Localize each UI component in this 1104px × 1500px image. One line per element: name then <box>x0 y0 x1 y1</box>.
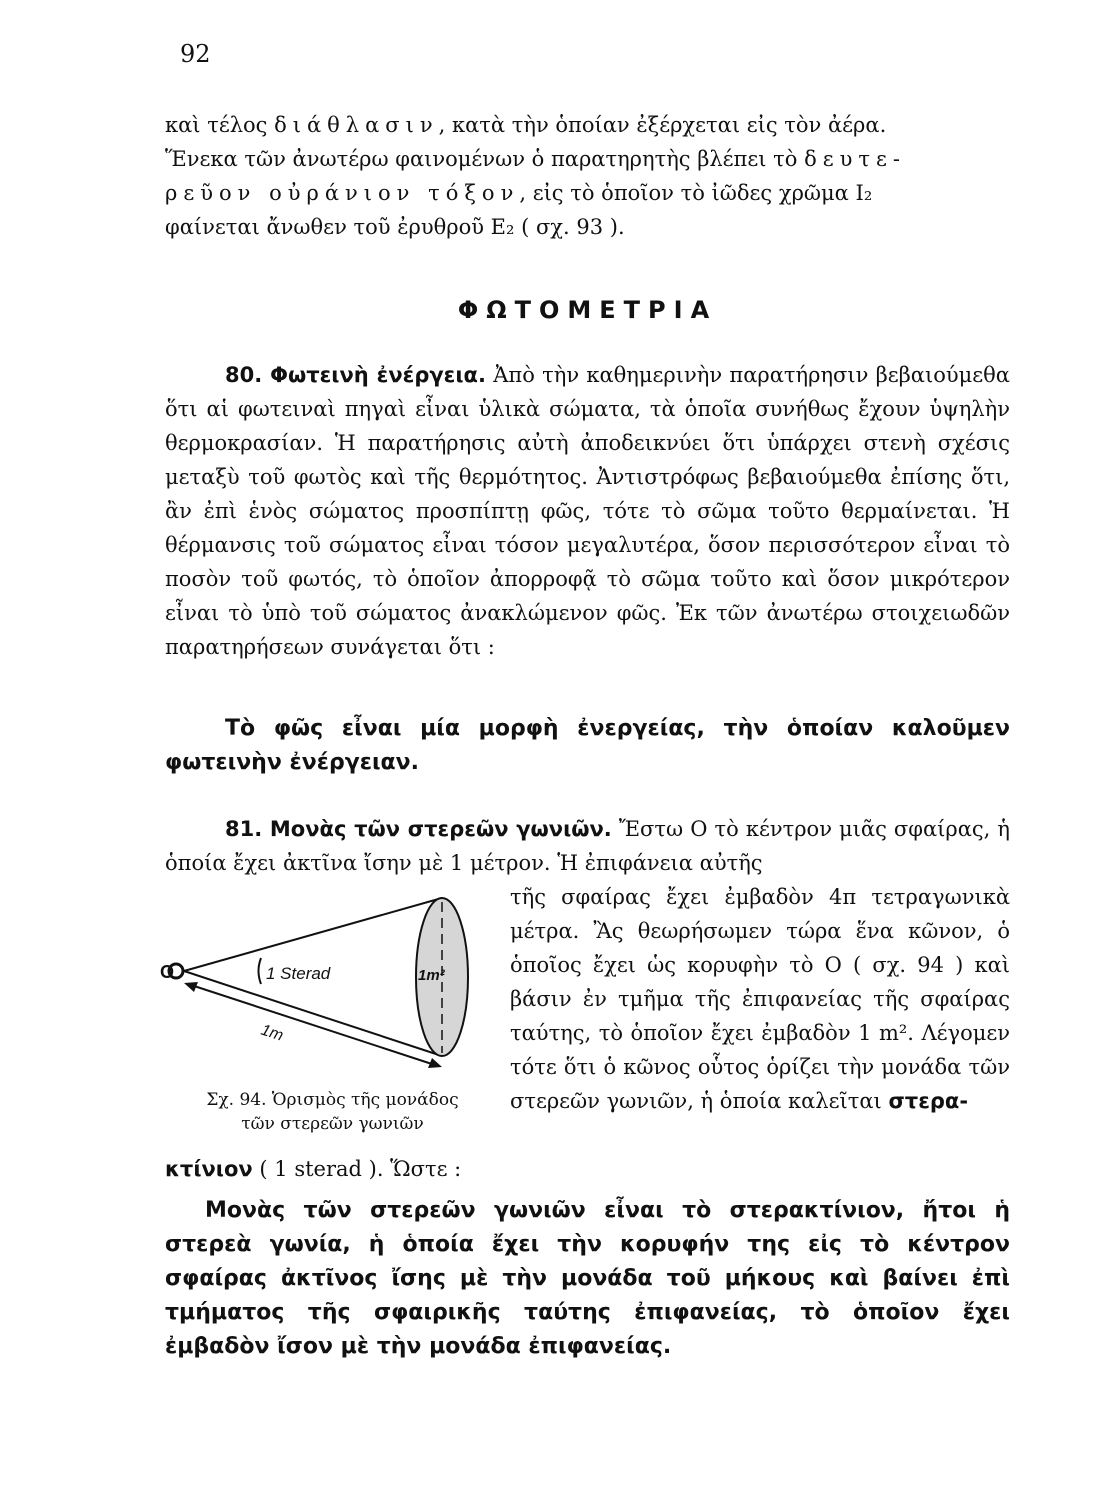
section-80-title: 80. Φωτεινὴ ἐνέργεια. <box>225 363 486 387</box>
vertex-label: O <box>160 962 175 982</box>
radius-arrowhead-end <box>428 1058 442 1068</box>
section-81-body-end: ( 1 sterad ). Ὥστε : <box>252 1157 462 1181</box>
area-label: 1m² <box>418 967 445 984</box>
section-80-paragraph <box>165 358 1010 664</box>
section-80-body: Ἀπὸ τὴν καθημερινὴν παρατήρησιν βεβαιούμεθα ὅτι αἱ φωτειναὶ πηγαὶ εἶναι ὑλικὰ σώματα, τὰ ὁποῖα συνήθως ἔχουν ὑψηλὴν θερμοκρασίαν. Ἡ παρατήρησις αὐτὴ ἀποδεικνύει ὅτι ὑπάρχει στενὴ σχέσις μεταξὺ τοῦ φωτὸς καὶ τῆς θερμότητος. Ἀντιστρόφως βεβαιούμεθα ἐπίσης ὅτι, ἂν ἐπὶ ἑνὸς σώματος προσπίπτῃ φῶς, τότε τὸ σῶμα τοῦτο θερμαίνεται. Ἡ θέρμανσις τοῦ σώματος εἶναι τόσον μεγαλυτέρα, ὅσον περισσότερον εἶναι τὸ ποσὸν τοῦ φωτός, τὸ ὁποῖον ἀπορροφᾷ τὸ σῶμα τοῦτο καὶ ὅσον μικρότερον εἶναι τὸ ὑπὸ τοῦ σώματος ἀνακλώμενον φῶς. Ἐκ τῶν ἀνωτέρω στοιχειωδῶν παρατηρήσεων συνάγεται ὅτι : <box>165 363 1010 659</box>
section-81-body-top: Ἔστω O τὸ κέντρον μιᾶς σφαίρας, ἡ ὁποία ἔχει ἀκτῖνα ἴσην μὲ 1 μέτρον. Ἡ ἐπιφάνεια αὐτῆς <box>165 817 1010 875</box>
figure-caption <box>160 1088 505 1136</box>
caption-line: τῶν στερεῶν γωνιῶν <box>241 1114 424 1134</box>
steradian-definition: Μονὰς τῶν στερεῶν γωνιῶν εἶναι τὸ στερακτίνιον, ἤτοι ἡ στερεὰ γωνία, ἡ ὁποία ἔχει τὴν κορυφήν της εἰς τὸ κέντρον σφαίρας ἀκτῖνος ἴσης μὲ τὴν μονάδα τοῦ μήκους καὶ βαίνει ἐπὶ τμήματος τῆς σφαιρικῆς ταύτης ἐπιφανείας, τὸ ὁποῖον ἔχει ἐμβαδὸν ἴσον μὲ τὴν μονάδα ἐπιφανείας. <box>165 1198 1010 1359</box>
radius-arrowhead-start <box>184 982 198 992</box>
angle-arc <box>259 958 262 984</box>
section-81-body-wrap: τῆς σφαίρας ἔχει ἐμβαδὸν 4π τετραγωνικὰ μέτρα. Ἂς θεωρήσωμεν τώρα ἕνα κῶνον, ὁ ὁποῖος ἔχει ὡς κορυφὴν τὸ O ( σχ. 94 ) καὶ βάσιν ἐν τμῆμα τῆς ἐπιφανείας τῆς σφαίρας ταύτης, τὸ ὁποῖον ἔχει ἐμβαδὸν 1 m². Λέγομεν τότε ὅτι ὁ κῶνος οὗτος ὁρίζει τὴν μονάδα τῶν στερεῶν γωνιῶν, ἡ ὁποία καλεῖται <box>510 885 1010 1113</box>
intro-line <box>165 142 1010 176</box>
caption-line: Σχ. 94. Ὁρισμὸς τῆς μονάδος <box>206 1090 459 1110</box>
intro-spaced-term: δευτε- <box>804 147 906 171</box>
section-81-title: 81. Μονὰς τῶν στερεῶν γωνιῶν. <box>225 817 612 841</box>
section-81-continuation <box>165 1152 1010 1186</box>
term-steradian-part2: κτίνιον <box>165 1157 253 1181</box>
intro-text: Ἕνεκα τῶν ἀνωτέρω φαινομένων ὁ παρατηρητὴς βλέπει τὸ <box>165 147 805 171</box>
intro-text: καὶ τέλος <box>165 113 275 137</box>
section-81-intro <box>165 812 1010 880</box>
angle-label: 1 Sterad <box>266 964 331 983</box>
section-heading: ΦΩΤΟΜΕΤΡΙΑ <box>457 296 718 324</box>
cone-lower-edge <box>184 971 442 1056</box>
intro-text: φαίνεται ἄνωθεν τοῦ ἐρυθροῦ E₂ ( σχ. 93 ). <box>165 215 625 239</box>
intro-spaced-term: διάθλασιν <box>274 113 439 137</box>
intro-text: , κατὰ τὴν ὁποίαν ἐξέρχεται εἰς τὸν ἀέρα. <box>438 113 887 137</box>
section-81-wrapped-text <box>510 880 1010 1118</box>
section-80-conclusion: Τὸ φῶς εἶναι μία μορφὴ ἐνεργείας, τὴν ὁποίαν καλοῦμεν φωτεινὴν ἐνέργειαν. <box>165 716 1010 775</box>
solid-angle-figure <box>160 888 500 1088</box>
term-steradian-part1: στερα- <box>888 1089 969 1113</box>
page-number: 92 <box>180 40 211 68</box>
intro-spaced-term: ρεῦον οὐράνιον τόξον <box>165 181 520 205</box>
radius-arrow-line <box>188 984 438 1066</box>
intro-paragraph <box>165 108 1010 244</box>
intro-line <box>165 176 1010 210</box>
cone-upper-edge <box>184 898 442 971</box>
intro-text: , εἰς τὸ ὁποῖον τὸ ἰῶδες χρῶμα I₂ <box>519 181 873 205</box>
length-label: 1m <box>258 1021 286 1045</box>
intro-line <box>165 108 1010 142</box>
intro-line <box>165 210 1010 244</box>
